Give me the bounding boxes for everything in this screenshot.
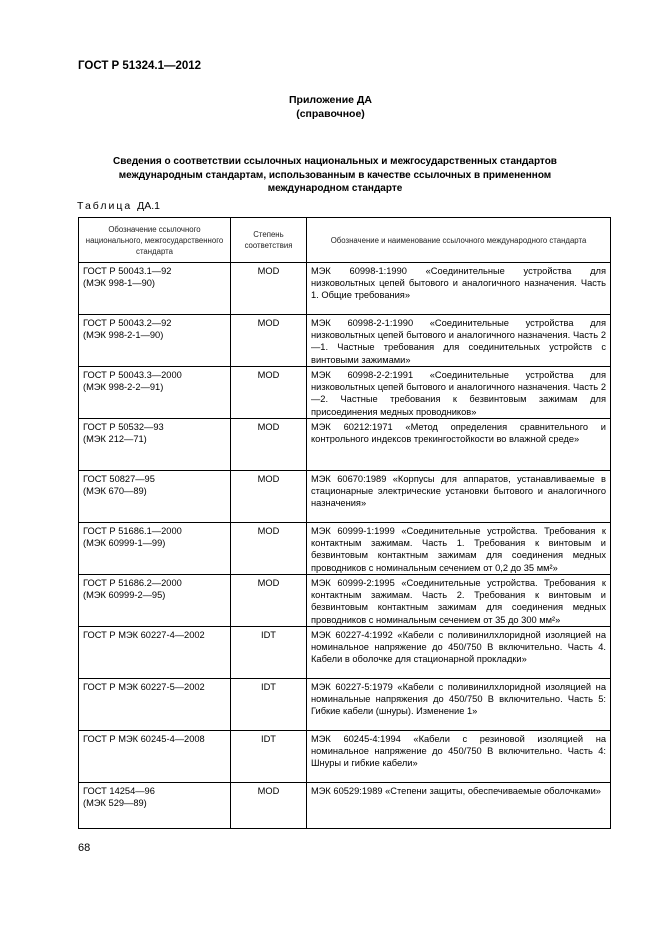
international-standard-cell: МЭК 60998-2-1:1990 «Соединительные устройства для низковольтных цепей бытового и аналогичного назначения. Часть 2—1. Частные требования для соединительных устройств с винтовыми зажимами» xyxy=(307,315,611,367)
international-standard-cell: МЭК 60998-1:1990 «Соединительные устройства для низковольтных цепей бытового и аналогичного назначения. Часть 1. Общие требования» xyxy=(307,263,611,315)
header-international-standard: Обозначение и наименование ссылочного международного стандарта xyxy=(307,218,611,263)
national-standard-cell xyxy=(79,731,231,783)
standard-code: ГОСТ Р 50043.3—2000 xyxy=(83,370,182,380)
standard-reference: (МЭК 529—89) xyxy=(83,798,147,809)
table-caption xyxy=(77,200,160,212)
table-row xyxy=(79,367,611,419)
international-standard-cell: МЭК 60999-1:1999 «Соединительные устройства. Требования к контактным зажимам. Часть 1. Требования к винтовым и безвинтовым контактным зажимам для соединения медных проводников с номинальным сечением от 0,2 до 35 мм²» xyxy=(307,523,611,575)
national-standard-cell xyxy=(79,575,231,627)
national-standard-cell xyxy=(79,367,231,419)
degree-cell: MOD xyxy=(231,315,307,367)
national-standard-cell xyxy=(79,523,231,575)
table-row xyxy=(79,263,611,315)
national-standard-cell xyxy=(79,783,231,829)
international-standard-cell: МЭК 60529:1989 «Степени защиты, обеспечиваемые оболочками» xyxy=(307,783,611,829)
international-standard-cell: МЭК 60227-4:1992 «Кабели с поливинилхлоридной изоляцией на номинальное напряжение до 450/750 В включительно. Часть 4. Кабели в оболочке для стационарной прокладки» xyxy=(307,627,611,679)
table-caption-label: Таблица xyxy=(77,200,133,212)
standard-reference: (МЭК 212—71) xyxy=(83,434,147,445)
table-row xyxy=(79,575,611,627)
degree-cell: MOD xyxy=(231,471,307,523)
standard-code: ГОСТ Р МЭК 60245-4—2008 xyxy=(83,734,205,744)
standard-reference: (МЭК 60999-2—95) xyxy=(83,590,166,601)
national-standard-cell xyxy=(79,263,231,315)
table-row xyxy=(79,731,611,783)
table-row xyxy=(79,419,611,471)
degree-cell: MOD xyxy=(231,783,307,829)
table-row xyxy=(79,471,611,523)
correspondence-table xyxy=(78,217,611,829)
table-row xyxy=(79,627,611,679)
national-standard-cell xyxy=(79,315,231,367)
standard-code: ГОСТ Р 51686.2—2000 xyxy=(83,578,182,588)
standard-code: ГОСТ Р МЭК 60227-4—2002 xyxy=(83,630,205,640)
degree-cell: MOD xyxy=(231,575,307,627)
table-row xyxy=(79,523,611,575)
table-caption-number: ДА.1 xyxy=(137,200,160,212)
header-national-standard: Обозначение ссылочного национального, межгосударственного стандарта xyxy=(79,218,231,263)
national-standard-cell xyxy=(79,679,231,731)
degree-cell: IDT xyxy=(231,731,307,783)
section-title: Сведения о соответствии ссылочных национальных и межгосударственных стандартов международным стандартам, использованным в качестве ссылочных в примененном международном стандарте xyxy=(113,156,557,194)
header-degree: Степень соответствия xyxy=(231,218,307,263)
page-number: 68 xyxy=(78,842,91,854)
standard-code: ГОСТ 50827—95 xyxy=(83,474,155,484)
table-row xyxy=(79,679,611,731)
standard-code: ГОСТ Р 50043.2—92 xyxy=(83,318,172,328)
standard-code: ГОСТ Р 50532—93 xyxy=(83,422,164,432)
national-standard-cell xyxy=(79,471,231,523)
international-standard-cell: МЭК 60670:1989 «Корпусы для аппаратов, устанавливаемые в стационарные электрические установки бытового и аналогичного назначения» xyxy=(307,471,611,523)
appendix-subtitle: (справочное) xyxy=(296,108,365,120)
degree-cell: MOD xyxy=(231,263,307,315)
standard-reference: (МЭК 670—89) xyxy=(83,486,147,497)
standard-code: ГОСТ Р 51686.1—2000 xyxy=(83,526,182,536)
standard-code: ГОСТ Р МЭК 60227-5—2002 xyxy=(83,682,205,692)
degree-cell: MOD xyxy=(231,523,307,575)
document-code-header: ГОСТ Р 51324.1—2012 xyxy=(78,60,202,72)
appendix-title: Приложение ДА xyxy=(289,94,372,106)
national-standard-cell xyxy=(79,627,231,679)
table-row xyxy=(79,783,611,829)
standard-reference: (МЭК 998-2-2—91) xyxy=(83,382,164,393)
international-standard-cell: МЭК 60245-4:1994 «Кабели с резиновой изоляцией на номинальное напряжение до 450/750 В включительно. Часть 4: Шнуры и гибкие кабели» xyxy=(307,731,611,783)
standard-reference: (МЭК 998-1—90) xyxy=(83,278,156,289)
international-standard-cell: МЭК 60999-2:1995 «Соединительные устройства. Требования к контактным зажимам. Часть 2. Требования к винтовым и безвинтовым контактным зажимам для соединения медных проводников с номинальным сечением от 35 до 300 мм²» xyxy=(307,575,611,627)
standard-code: ГОСТ 14254—96 xyxy=(83,786,155,796)
international-standard-cell: МЭК 60212:1971 «Метод определения сравнительного и контрольного индексов трекингостойкости во влажной среде» xyxy=(307,419,611,471)
standard-code: ГОСТ Р 50043.1—92 xyxy=(83,266,172,276)
standard-reference: (МЭК 998-2-1—90) xyxy=(83,330,164,341)
table-header-row xyxy=(79,218,611,263)
degree-cell: MOD xyxy=(231,419,307,471)
standard-reference: (МЭК 60999-1—99) xyxy=(83,538,166,549)
degree-cell: IDT xyxy=(231,679,307,731)
degree-cell: MOD xyxy=(231,367,307,419)
table-row xyxy=(79,315,611,367)
appendix-heading xyxy=(0,93,661,121)
degree-cell: IDT xyxy=(231,627,307,679)
international-standard-cell: МЭК 60227-5:1979 «Кабели с поливинилхлоридной изоляцией на номинальные напряжения до 450/750 В включительно. Часть 5: Гибкие кабели (шнуры). Изменение 1» xyxy=(307,679,611,731)
international-standard-cell: МЭК 60998-2-2:1991 «Соединительные устройства для низковольтных цепей бытового и аналогичного назначения. Часть 2—2. Частные требования к безвинтовым зажимам для присоединения медных проводников» xyxy=(307,367,611,419)
national-standard-cell xyxy=(79,419,231,471)
